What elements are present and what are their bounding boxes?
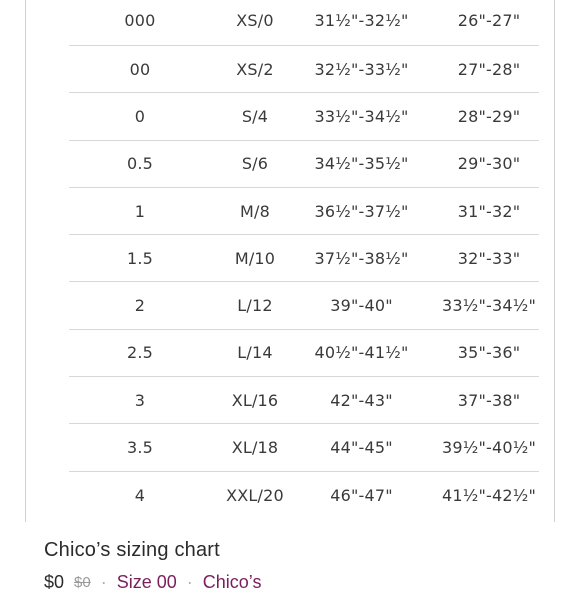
waist-cell: 37"-38" bbox=[457, 390, 521, 410]
size-table bbox=[69, 0, 539, 519]
listing-caption bbox=[0, 522, 580, 592]
bust-cell: 36½"-37½" bbox=[314, 201, 409, 221]
bust-cell: 44"-45" bbox=[330, 438, 393, 458]
table-row bbox=[69, 330, 539, 377]
size-number-cell: 1.5 bbox=[126, 248, 154, 268]
bust-cell: 39"-40" bbox=[330, 296, 393, 316]
size-number-cell: 000 bbox=[124, 11, 156, 30]
table-row bbox=[69, 0, 539, 46]
letter-size-cell: M/10 bbox=[234, 248, 276, 268]
letter-size-cell: S/4 bbox=[241, 106, 269, 126]
bust-cell: 31½"-32½" bbox=[314, 11, 409, 30]
waist-cell: 41½"-42½" bbox=[441, 485, 537, 505]
letter-size-cell: XL/18 bbox=[231, 438, 279, 458]
table-row bbox=[69, 472, 539, 519]
size-number-cell: 00 bbox=[129, 59, 151, 79]
letter-size-cell: M/8 bbox=[240, 201, 270, 221]
bust-cell: 33½"-34½" bbox=[314, 106, 409, 126]
listing-meta-row bbox=[44, 572, 261, 592]
waist-cell: 28"-29" bbox=[457, 106, 521, 126]
bust-cell: 32½"-33½" bbox=[314, 59, 409, 79]
waist-cell: 29"-30" bbox=[457, 154, 521, 174]
listing-brand-link[interactable]: Chico’s bbox=[202, 571, 262, 592]
table-row bbox=[69, 424, 539, 471]
table-row bbox=[69, 377, 539, 424]
waist-cell: 31"-32" bbox=[457, 201, 521, 221]
table-row bbox=[69, 46, 539, 93]
size-number-cell: 2.5 bbox=[126, 343, 154, 363]
listing-title[interactable]: Chico’s sizing chart bbox=[44, 539, 220, 561]
sizing-chart-image[interactable] bbox=[25, 0, 555, 522]
listing-original-price: $0 bbox=[74, 573, 91, 591]
waist-cell: 33½"-34½" bbox=[441, 296, 537, 316]
size-number-cell: 4 bbox=[134, 485, 146, 505]
table-row bbox=[69, 235, 539, 282]
waist-cell: 26"-27" bbox=[457, 11, 521, 30]
letter-size-cell: XS/2 bbox=[236, 59, 274, 79]
waist-cell: 27"-28" bbox=[457, 59, 521, 79]
letter-size-cell: XS/0 bbox=[236, 11, 274, 30]
letter-size-cell: XL/16 bbox=[231, 390, 279, 410]
letter-size-cell: XXL/20 bbox=[226, 485, 284, 505]
size-number-cell: 3.5 bbox=[126, 438, 154, 458]
table-row bbox=[69, 188, 539, 235]
table-row bbox=[69, 141, 539, 188]
letter-size-cell: S/6 bbox=[241, 154, 269, 174]
size-number-cell: 0 bbox=[134, 106, 146, 126]
bust-cell: 40½"-41½" bbox=[314, 343, 409, 363]
waist-cell: 32"-33" bbox=[457, 248, 521, 268]
table-row bbox=[69, 93, 539, 140]
bust-cell: 34½"-35½" bbox=[314, 154, 409, 174]
waist-cell: 39½"-40½" bbox=[441, 438, 537, 458]
size-number-cell: 1 bbox=[134, 201, 146, 221]
size-number-cell: 0.5 bbox=[126, 154, 154, 174]
table-row bbox=[69, 282, 539, 329]
bust-cell: 42"-43" bbox=[330, 390, 393, 410]
listing-price: $0 bbox=[44, 571, 65, 592]
bust-cell: 37½"-38½" bbox=[314, 248, 409, 268]
listing-size-link[interactable]: Size 00 bbox=[116, 571, 177, 592]
letter-size-cell: L/12 bbox=[237, 296, 273, 316]
bust-cell: 46"-47" bbox=[330, 485, 393, 505]
waist-cell: 35"-36" bbox=[457, 343, 521, 363]
size-number-cell: 2 bbox=[134, 296, 146, 316]
meta-separator: · bbox=[186, 571, 193, 592]
meta-separator: · bbox=[100, 571, 107, 592]
size-number-cell: 3 bbox=[134, 390, 146, 410]
letter-size-cell: L/14 bbox=[237, 343, 273, 363]
